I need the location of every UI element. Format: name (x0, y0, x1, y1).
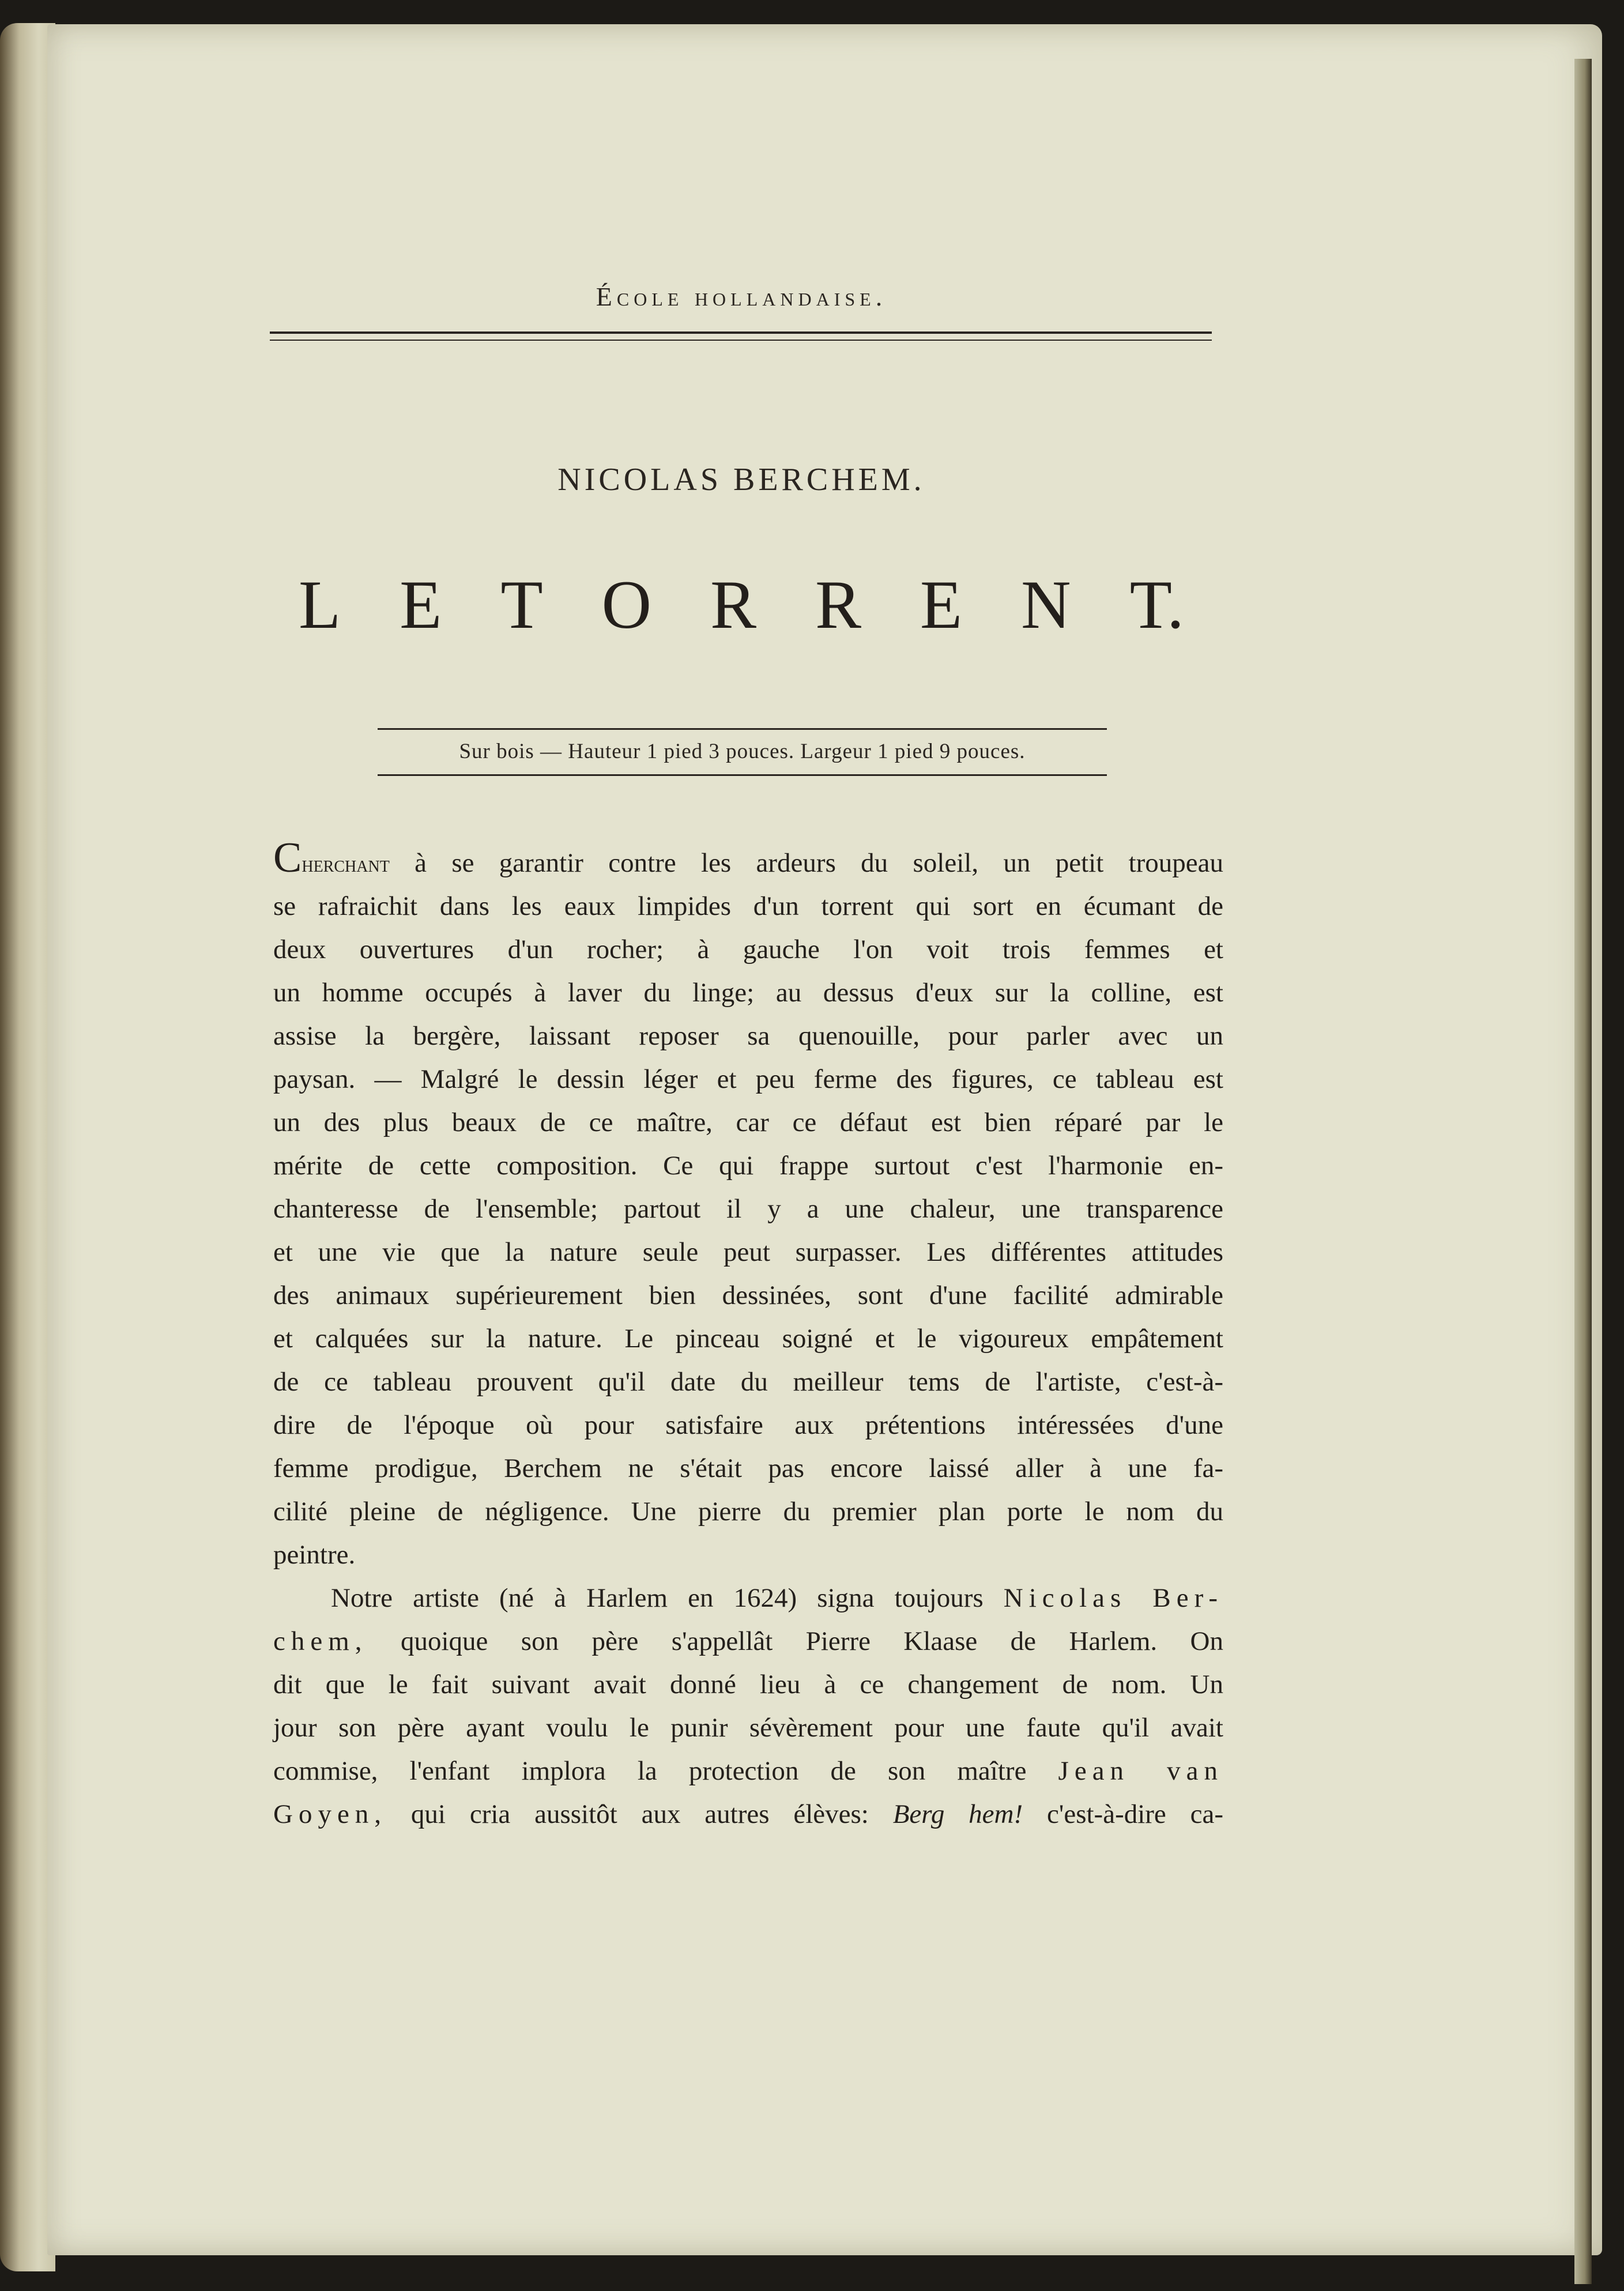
painter-name: NICOLAS BERCHEM. (557, 462, 925, 498)
title-letter: T (500, 566, 543, 643)
school-header: École hollandaise. (596, 282, 887, 311)
text-line: dit que le fait suivant avait donné lieu à ce changement de nom. Un (273, 1670, 1223, 1700)
text-line: femme prodigue, Berchem ne s'était pas encore laissé aller à une fa- (273, 1453, 1223, 1483)
text-line: deux ouvertures d'un rocher; à gauche l'on voit trois femmes et (273, 935, 1223, 964)
text-line: un homme occupés à laver du linge; au dessus d'eux sur la colline, est (273, 978, 1223, 1008)
text-fragment: commise, l'enfant implora la protection de son maître (273, 1756, 1027, 1786)
text-line: assise la bergère, laissant reposer sa quenouille, pour parler avec un (273, 1021, 1223, 1051)
title-letter: E (920, 566, 963, 643)
title-letter: N (1021, 566, 1071, 643)
text-line: de ce tableau prouvent qu'il date du meilleur tems de l'artiste, c'est-à- (273, 1367, 1223, 1397)
text-line (273, 834, 1224, 885)
teacher-name: Jean van (1058, 1756, 1224, 1786)
title-letter: T. (1129, 566, 1184, 643)
dimensions-caption: Sur bois — Hauteur 1 pied 3 pouces. Largeur 1 pied 9 pouces. (459, 740, 1026, 763)
text-line: mérite de cette composition. Ce qui frappe surtout c'est l'harmonie en- (273, 1151, 1223, 1181)
teacher-name: Goyen, (273, 1799, 387, 1829)
dimensions-rule-top (378, 728, 1107, 730)
title-letter: E (400, 566, 442, 643)
header-double-rule (270, 331, 1212, 341)
text-line (273, 1620, 1223, 1663)
title-letter: L (299, 566, 341, 643)
description-text (273, 834, 1224, 1836)
text-fragment: à se garantir contre les ardeurs du soleil, un petit troupeau (415, 848, 1224, 878)
artist-name: chem, (273, 1626, 368, 1656)
dimensions-rule-bottom (378, 774, 1107, 776)
artwork-title (271, 565, 1212, 645)
lead-word: herchant (302, 851, 390, 877)
text-line: paysan. — Malgré le dessin léger et peu ferme des figures, ce tableau est (273, 1064, 1223, 1094)
text-line: jour son père ayant voulu le punir sévèrement pour une faute qu'il avait (273, 1713, 1223, 1743)
text-fragment: Notre artiste (né à Harlem en 1624) signa toujours (331, 1583, 984, 1613)
text-line (273, 1577, 1223, 1620)
text-line: des animaux supérieurement bien dessinées, sont d'une facilité admirable (273, 1280, 1223, 1310)
title-letter: O (601, 566, 652, 643)
quote-italic: Berg hem! (892, 1799, 1023, 1829)
text-line (273, 1793, 1223, 1836)
drop-cap: C (273, 834, 302, 881)
title-letter: R (815, 566, 861, 643)
text-line: un des plus beaux de ce maître, car ce défaut est bien réparé par le (273, 1107, 1223, 1137)
text-line: et une vie que la nature seule peut surpasser. Les différentes attitudes (273, 1237, 1223, 1267)
text-fragment: c'est-à-dire ca- (1047, 1799, 1224, 1829)
text-fragment: quoique son père s'appellât Pierre Klaase de Harlem. On (400, 1626, 1223, 1656)
text-fragment: qui cria aussitôt aux autres élèves: (410, 1799, 869, 1829)
title-letter: R (710, 566, 757, 643)
text-line (273, 1750, 1223, 1793)
text-line: et calquées sur la nature. Le pinceau soigné et le vigoureux empâtement (273, 1324, 1223, 1354)
page-fore-edge (1574, 59, 1592, 2284)
text-line: peintre. (273, 1540, 356, 1570)
text-line: chanteresse de l'ensemble; partout il y a une chaleur, une transparence (273, 1194, 1223, 1224)
text-line: dire de l'époque où pour satisfaire aux prétentions intéressées d'une (273, 1410, 1223, 1440)
text-line: se rafraichit dans les eaux limpides d'un torrent qui sort en écumant de (273, 891, 1223, 921)
text-line: cilité pleine de négligence. Une pierre du premier plan porte le nom du (273, 1497, 1223, 1527)
artist-name: Nicolas Ber- (1003, 1583, 1223, 1613)
